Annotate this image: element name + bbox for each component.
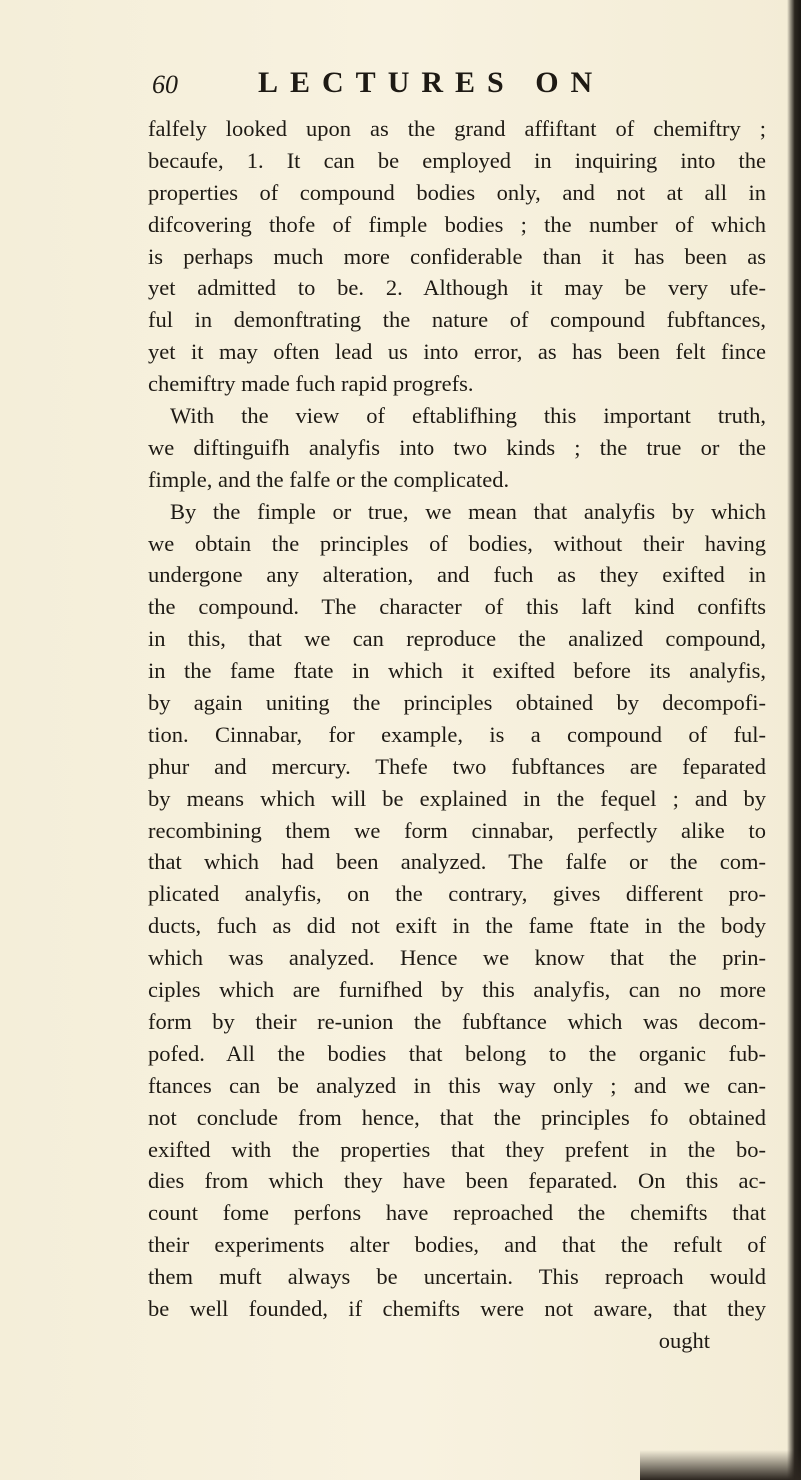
text-line: By the fimple or true, we mean that analyfis by which — [170, 498, 766, 524]
text-line: ciples which are furnifhed by this analyfis, can no more — [148, 977, 766, 1003]
page-number: 60 — [152, 70, 178, 99]
text-line: ful in demonftrating the nature of compound fubftances, — [148, 307, 766, 333]
text-line: undergone any alteration, and fuch as they exifted in — [148, 562, 766, 588]
text-line: them muft always be uncertain. This reproach would — [148, 1264, 766, 1290]
text-line: difcovering thofe of fimple bodies ; the number of which — [148, 211, 766, 237]
text-line: exifted with the properties that they prefent in the bo- — [148, 1136, 766, 1162]
body-text — [148, 113, 766, 1357]
text-line: the compound. The character of this laft kind confifts — [148, 594, 766, 620]
text-line: recombining them we form cinnabar, perfectly alike to — [148, 817, 766, 843]
text-line: form by their re-union the fubftance which was decom- — [148, 1008, 766, 1034]
text-line: by means which will be explained in the fequel ; and by — [148, 785, 766, 811]
text-line: yet it may often lead us into error, as has been felt fince — [148, 339, 766, 365]
text-line: phur and mercury. Thefe two fubftances are feparated — [148, 753, 766, 779]
page-header — [0, 66, 801, 110]
text-line: in this, that we can reproduce the analized compound, — [148, 626, 766, 652]
text-line: becaufe, 1. It can be employed in inquiring into the — [148, 147, 766, 173]
text-line: ftances can be analyzed in this way only ; and we can- — [148, 1072, 766, 1098]
text-line: pofed. All the bodies that belong to the organic fub- — [148, 1040, 766, 1066]
text-line: properties of compound bodies only, and not at all in — [148, 179, 766, 205]
text-line: yet admitted to be. 2. Although it may be very ufe- — [148, 275, 766, 301]
text-line: their experiments alter bodies, and that the refult of — [148, 1232, 766, 1258]
text-line: falfely looked upon as the grand affiftant of chemiftry ; — [148, 116, 766, 141]
running-head: LECTURES ON — [258, 66, 605, 99]
text-line: plicated analyfis, on the contrary, gives different pro- — [148, 881, 766, 907]
text-line: not conclude from hence, that the principles fo obtained — [148, 1104, 766, 1130]
text-line: we obtain the principles of bodies, without their having — [148, 530, 766, 556]
text-line: chemiftry made fuch rapid progrefs. — [148, 371, 474, 397]
text-line: we diftinguifh analyfis into two kinds ; the true or the — [148, 434, 766, 460]
page-corner-shadow — [640, 1450, 801, 1480]
text-line: With the view of eftablifhing this important truth, — [170, 403, 766, 429]
text-line: which was analyzed. Hence we know that the prin- — [148, 945, 766, 971]
text-line: dies from which they have been feparated. On this ac- — [148, 1168, 766, 1194]
text-line: by again uniting the principles obtained by decompofi- — [148, 690, 766, 716]
text-line: ducts, fuch as did not exift in the fame ftate in the body — [148, 913, 766, 939]
text-line: tion. Cinnabar, for example, is a compound of ful- — [148, 721, 766, 747]
text-line: be well founded, if chemifts were not aware, that they — [148, 1295, 766, 1321]
text-line: in the fame ftate in which it exifted before its analyfis, — [148, 658, 766, 684]
text-line: fimple, and the falfe or the complicated. — [148, 466, 510, 492]
text-line: that which had been analyzed. The falfe or the com- — [148, 849, 766, 875]
text-line: count fome perfons have reproached the chemifts that — [148, 1200, 766, 1226]
page-edge-shadow — [787, 0, 801, 1480]
catchword: ought — [658, 1327, 710, 1353]
text-line: is perhaps much more confiderable than it has been as — [148, 243, 766, 269]
